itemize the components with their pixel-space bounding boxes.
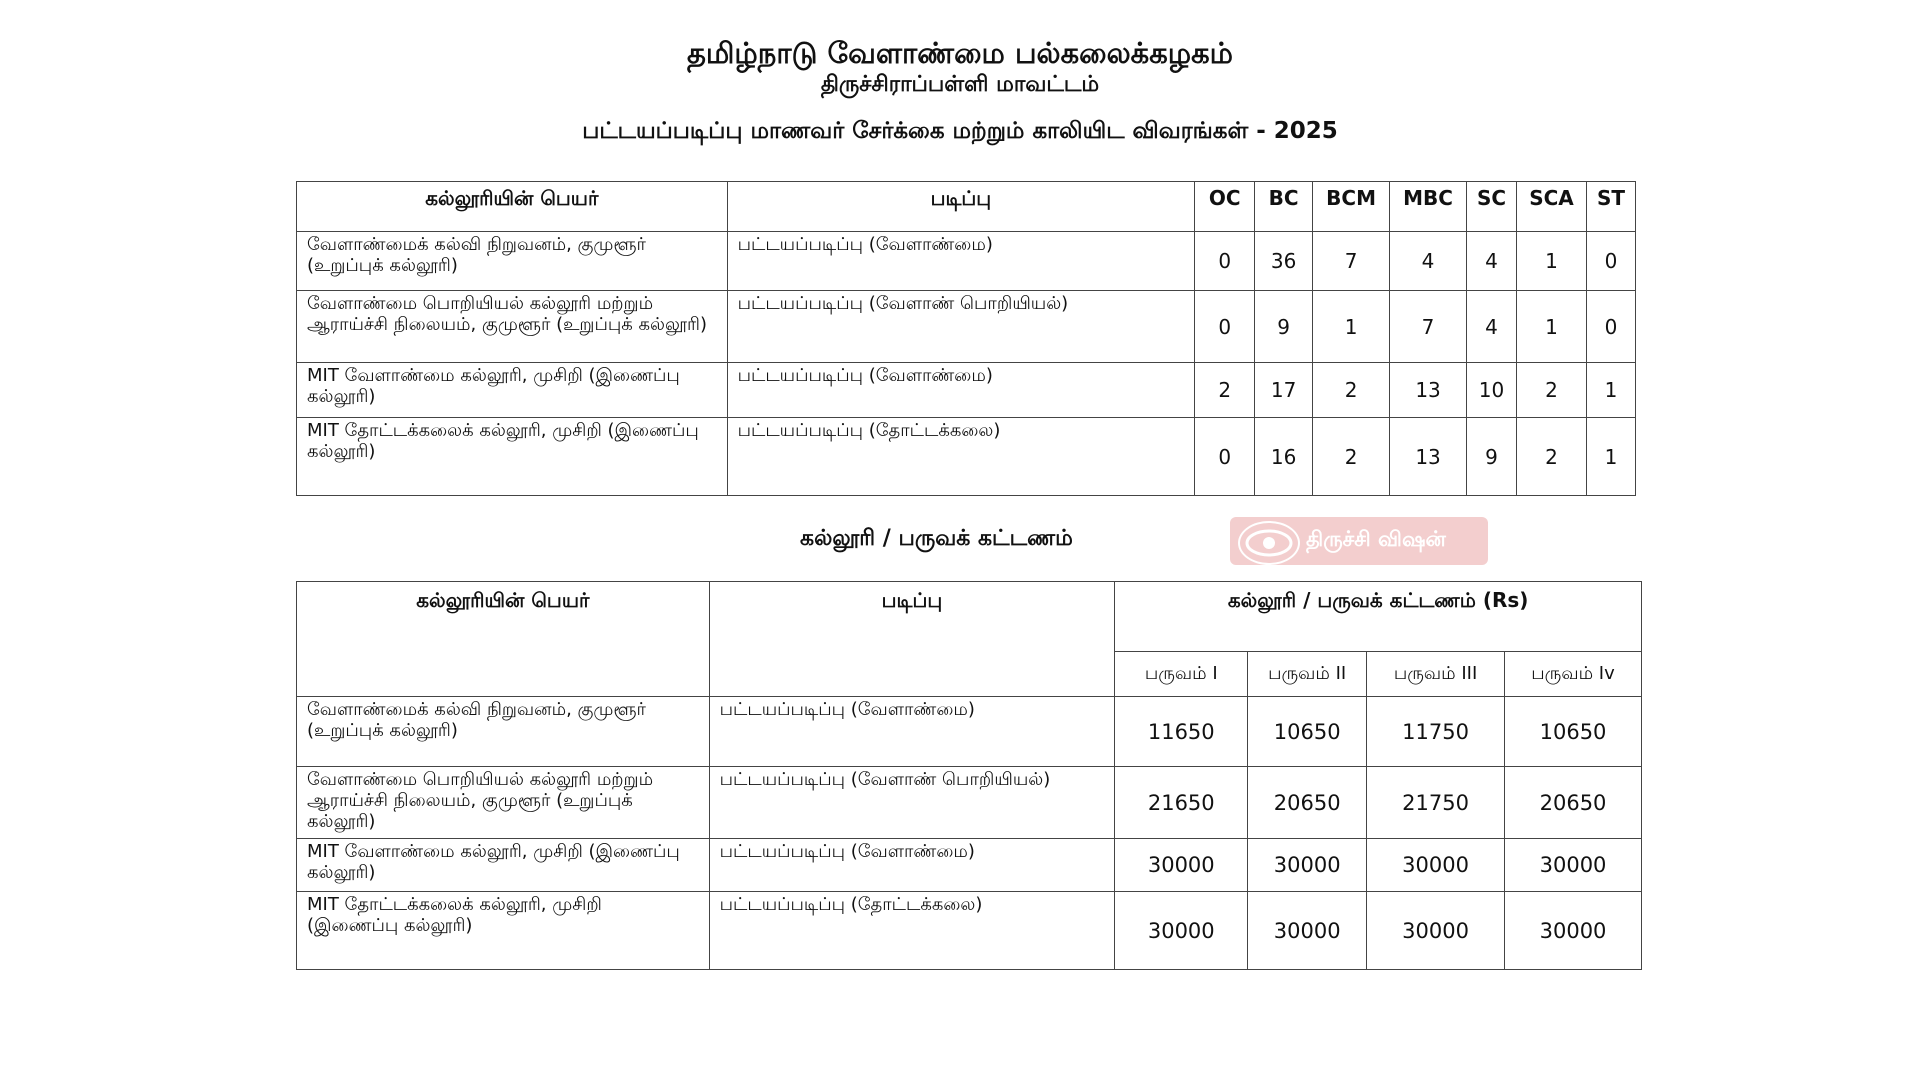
vacancy-cell: 0 <box>1195 418 1255 496</box>
vacancy-cell: 4 <box>1467 291 1517 363</box>
vacancy-cell: 1 <box>1586 363 1635 418</box>
header-sc: SC <box>1467 182 1517 232</box>
header-mbc: MBC <box>1390 182 1467 232</box>
table-row <box>297 767 1642 839</box>
header-sca: SCA <box>1516 182 1586 232</box>
watermark <box>1230 517 1488 565</box>
course-name: பட்டயப்படிப்பு (வேளாண் பொறியியல்) <box>727 291 1195 363</box>
fee-cell: 21650 <box>1115 767 1248 839</box>
vacancy-cell: 0 <box>1195 291 1255 363</box>
table-row <box>297 839 1642 892</box>
college-name: MIT வேளாண்மை கல்லூரி, முசிறி (இணைப்பு கல்லூரி) <box>297 363 728 418</box>
university-title: தமிழ்நாடு வேளாண்மை பல்கலைக்கழகம் <box>687 36 1233 70</box>
fee-cell: 10650 <box>1505 697 1642 767</box>
vacancy-cell: 1 <box>1313 291 1390 363</box>
fee-header-row <box>297 582 1642 652</box>
vacancy-cell: 0 <box>1586 232 1635 291</box>
vacancy-cell: 1 <box>1516 232 1586 291</box>
district-title: திருச்சிராப்பள்ளி மாவட்டம் <box>820 72 1100 97</box>
vacancy-cell: 16 <box>1255 418 1313 496</box>
vacancy-cell: 36 <box>1255 232 1313 291</box>
vacancy-cell: 2 <box>1516 418 1586 496</box>
table-row <box>297 363 1636 418</box>
course-name: பட்டயப்படிப்பு (வேளாண்மை) <box>727 363 1195 418</box>
fee-cell: 30000 <box>1505 892 1642 970</box>
vacancy-cell: 1 <box>1516 291 1586 363</box>
vacancy-cell: 4 <box>1467 232 1517 291</box>
header-fee: கல்லூரி / பருவக் கட்டணம் (Rs) <box>1115 582 1642 652</box>
college-name: MIT தோட்டக்கலைக் கல்லூரி, முசிறி (இணைப்பு கல்லூரி) <box>297 892 710 970</box>
vacancy-cell: 0 <box>1195 232 1255 291</box>
vacancy-cell: 0 <box>1586 291 1635 363</box>
fee-cell: 30000 <box>1115 839 1248 892</box>
header-bcm: BCM <box>1313 182 1390 232</box>
vacancy-cell: 4 <box>1390 232 1467 291</box>
course-name: பட்டயப்படிப்பு (வேளாண்மை) <box>709 839 1115 892</box>
vacancy-cell: 2 <box>1313 418 1390 496</box>
vacancy-cell: 7 <box>1390 291 1467 363</box>
fee-cell: 10650 <box>1248 697 1367 767</box>
header-oc: OC <box>1195 182 1255 232</box>
fee-cell: 30000 <box>1248 839 1367 892</box>
header-semester-1: பருவம் I <box>1115 652 1248 697</box>
college-name: MIT வேளாண்மை கல்லூரி, முசிறி (இணைப்பு கல்லூரி) <box>297 839 710 892</box>
fee-cell: 20650 <box>1505 767 1642 839</box>
vacancy-cell: 1 <box>1586 418 1635 496</box>
header-college: கல்லூரியின் பெயர் <box>297 582 710 697</box>
watermark-text: திருச்சி விஷன் <box>1306 527 1446 551</box>
vacancy-cell: 13 <box>1390 363 1467 418</box>
college-name: MIT தோட்டக்கலைக் கல்லூரி, முசிறி (இணைப்பு கல்லூரி) <box>297 418 728 496</box>
header-bc: BC <box>1255 182 1313 232</box>
vacancy-cell: 2 <box>1516 363 1586 418</box>
eye-logo-icon <box>1238 521 1300 565</box>
course-name: பட்டயப்படிப்பு (வேளாண்மை) <box>709 697 1115 767</box>
fee-table <box>296 581 1642 970</box>
fee-cell: 21750 <box>1367 767 1505 839</box>
course-name: பட்டயப்படிப்பு (வேளாண்மை) <box>727 232 1195 291</box>
college-name: வேளாண்மைக் கல்வி நிறுவனம், குமுளூர் (உறுப்புக் கல்லூரி) <box>297 697 710 767</box>
fee-section-title: கல்லூரி / பருவக் கட்டணம் <box>800 526 1073 551</box>
fee-cell: 11650 <box>1115 697 1248 767</box>
college-name: வேளாண்மை பொறியியல் கல்லூரி மற்றும் ஆராய்ச்சி நிலையம், குமுளூர் (உறுப்புக் கல்லூரி) <box>297 291 728 363</box>
fee-cell: 30000 <box>1505 839 1642 892</box>
header-st: ST <box>1586 182 1635 232</box>
fee-cell: 30000 <box>1115 892 1248 970</box>
vacancy-cell: 9 <box>1467 418 1517 496</box>
course-name: பட்டயப்படிப்பு (வேளாண் பொறியியல்) <box>709 767 1115 839</box>
college-name: வேளாண்மைக் கல்வி நிறுவனம், குமுளூர் (உறுப்புக் கல்லூரி) <box>297 232 728 291</box>
header-college: கல்லூரியின் பெயர் <box>297 182 728 232</box>
table-row <box>297 418 1636 496</box>
course-name: பட்டயப்படிப்பு (தோட்டக்கலை) <box>727 418 1195 496</box>
header-course: படிப்பு <box>709 582 1115 697</box>
vacancy-cell: 7 <box>1313 232 1390 291</box>
header-semester-2: பருவம் II <box>1248 652 1367 697</box>
vacancy-cell: 10 <box>1467 363 1517 418</box>
fee-cell: 20650 <box>1248 767 1367 839</box>
fee-cell: 30000 <box>1367 839 1505 892</box>
table-row <box>297 892 1642 970</box>
vacancy-cell: 13 <box>1390 418 1467 496</box>
admission-subtitle: பட்டயப்படிப்பு மாணவர் சேர்க்கை மற்றும் காலியிட விவரங்கள் - 2025 <box>582 118 1338 144</box>
fee-cell: 30000 <box>1248 892 1367 970</box>
header-semester-4: பருவம் Iv <box>1505 652 1642 697</box>
table-row <box>297 291 1636 363</box>
vacancy-cell: 2 <box>1313 363 1390 418</box>
vacancy-header-row <box>297 182 1636 232</box>
vacancy-cell: 17 <box>1255 363 1313 418</box>
fee-cell: 30000 <box>1367 892 1505 970</box>
college-name: வேளாண்மை பொறியியல் கல்லூரி மற்றும் ஆராய்ச்சி நிலையம், குமுளூர் (உறுப்புக் கல்லூரி) <box>297 767 710 839</box>
fee-cell: 11750 <box>1367 697 1505 767</box>
vacancy-cell: 9 <box>1255 291 1313 363</box>
course-name: பட்டயப்படிப்பு (தோட்டக்கலை) <box>709 892 1115 970</box>
table-row <box>297 232 1636 291</box>
vacancy-table <box>296 181 1636 496</box>
table-row <box>297 697 1642 767</box>
header-semester-3: பருவம் III <box>1367 652 1505 697</box>
vacancy-cell: 2 <box>1195 363 1255 418</box>
header-course: படிப்பு <box>727 182 1195 232</box>
